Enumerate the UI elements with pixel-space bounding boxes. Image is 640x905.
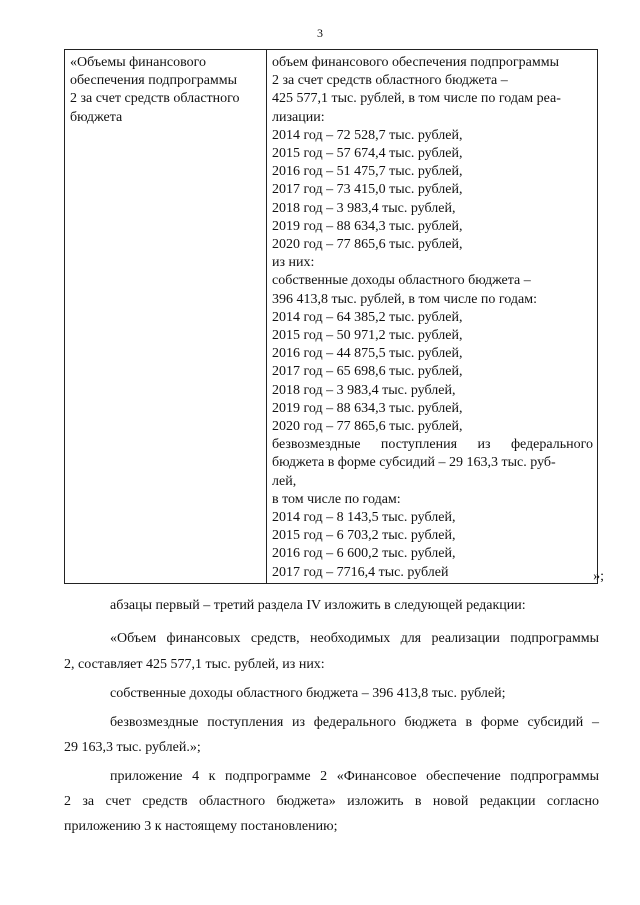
amount-line: 2018 год – 3 983,4 тыс. рублей, [272, 382, 456, 398]
amount-line: 2017 год – 73 415,0 тыс. рублей, [272, 182, 463, 198]
table-row [65, 50, 598, 584]
title-line: бюджета [70, 109, 123, 125]
amount-line: 2015 год – 50 971,2 тыс. рублей, [272, 328, 463, 344]
amount-line: 396 413,8 тыс. рублей, в том числе по годам: [272, 291, 537, 307]
amount-line: бюджета в форме субсидий – 29 163,3 тыс. руб- [272, 455, 556, 471]
amount-line: 2019 год – 88 634,3 тыс. рублей, [272, 218, 463, 234]
amount-line: собственные доходы областного бюджета – [272, 273, 531, 289]
paragraph-volume-line: «Объем финансовых средств, необходимых для реализации подпрограммы [110, 631, 599, 646]
paragraph-federal-line: 29 163,3 тыс. рублей.»; [64, 740, 201, 755]
amount-line: 2017 год – 7716,4 тыс. рублей [272, 564, 449, 580]
title-line: 2 за счет средств областного [70, 91, 240, 107]
amount-line: 2020 год – 77 865,6 тыс. рублей, [272, 237, 463, 253]
amount-line: 2016 год – 51 475,7 тыс. рублей, [272, 164, 463, 180]
amount-line: 2 за счет средств областного бюджета – [272, 73, 508, 89]
amount-line: безвозмездные поступления из федерального [272, 437, 593, 453]
amount-line: лизации: [272, 109, 325, 125]
amount-line: в том числе по годам: [272, 491, 401, 507]
amount-line: 2020 год – 77 865,6 тыс. рублей, [272, 419, 463, 435]
amount-line: 2014 год – 64 385,2 тыс. рублей, [272, 309, 463, 325]
paragraph-sections: абзацы первый – третий раздела IV изложить в следующей редакции: [110, 598, 526, 613]
table-cell-title [65, 50, 267, 584]
amount-line: 2018 год – 3 983,4 тыс. рублей, [272, 200, 456, 216]
amount-line: 2016 год – 6 600,2 тыс. рублей, [272, 546, 456, 562]
amount-line: из них: [272, 255, 315, 271]
paragraph-appendix-line: 2 за счет средств областного бюджета» изложить в новой редакции согласно [64, 794, 599, 809]
amount-line: 2016 год – 44 875,5 тыс. рублей, [272, 346, 463, 362]
amount-line: 2014 год – 8 143,5 тыс. рублей, [272, 510, 456, 526]
closing-quote: »; [593, 569, 604, 584]
table-cell-amounts [267, 50, 598, 584]
amount-line: 2014 год – 72 528,7 тыс. рублей, [272, 127, 463, 143]
amount-line: 2015 год – 6 703,2 тыс. рублей, [272, 528, 456, 544]
title-line: «Объемы финансового [70, 55, 206, 70]
paragraph-federal-line: безвозмездные поступления из федерального бюджета в форме субсидий – [110, 715, 599, 730]
amount-line: объем финансового обеспечения подпрограммы [272, 55, 560, 70]
amount-line: 2017 год – 65 698,6 тыс. рублей, [272, 364, 463, 380]
amount-line: лей, [272, 473, 297, 489]
paragraph-own-revenue: собственные доходы областного бюджета – 396 413,8 тыс. рублей; [110, 686, 506, 701]
program-finance-table [64, 49, 598, 584]
title-line: обеспечения подпрограммы [70, 73, 238, 89]
page-number: 3 [317, 26, 323, 40]
amount-line: 425 577,1 тыс. рублей, в том числе по годам реа- [272, 91, 561, 107]
amount-line: 2015 год – 57 674,4 тыс. рублей, [272, 146, 463, 162]
paragraph-appendix-line: приложение 4 к подпрограмме 2 «Финансовое обеспечение подпрограммы [110, 769, 599, 784]
paragraph-volume-line: 2, составляет 425 577,1 тыс. рублей, из них: [64, 657, 325, 672]
paragraph-appendix-line: приложению 3 к настоящему постановлению; [64, 819, 338, 834]
amount-line: 2019 год – 88 634,3 тыс. рублей, [272, 400, 463, 416]
